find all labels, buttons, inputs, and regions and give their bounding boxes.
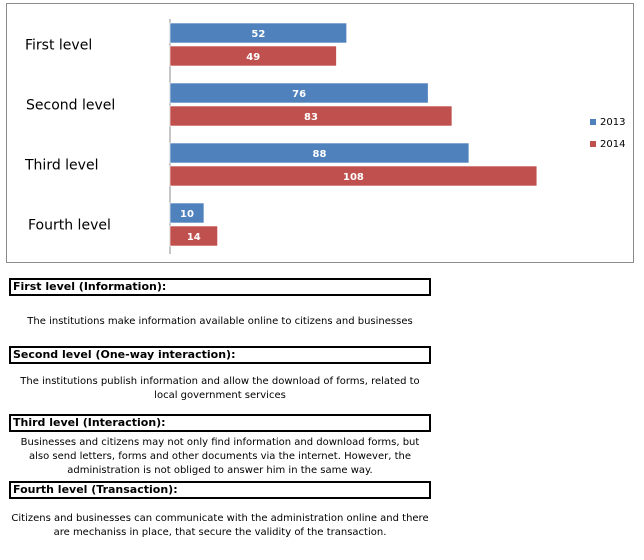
section-description-first-level: The institutions make information available online to citizens and businesses [27, 316, 413, 327]
bar-value-label-second-level-2013: 76 [292, 89, 307, 100]
category-label-first-level: First level [25, 37, 93, 54]
bar-value-label-first-level-2014: 49 [246, 52, 261, 63]
chart-area [6, 3, 634, 263]
bar-value-label-first-level-2013: 52 [251, 29, 266, 40]
category-label-second-level: Second level [26, 97, 116, 114]
legend-label-2013: 2013 [600, 117, 626, 128]
legend-label-2014: 2014 [600, 139, 626, 150]
category-label-third-level: Third level [25, 157, 99, 174]
section-description-second-level: The institutions publish information and allow the download of forms, related to local government services [20, 376, 420, 401]
section-title-fourth-level: Fourth level (Transaction): [9, 481, 431, 499]
category-label-fourth-level: Fourth level [28, 217, 111, 234]
bar-value-label-second-level-2014: 83 [304, 112, 318, 123]
section-title-first-level: First level (Information): [9, 278, 431, 296]
legend-swatch-2014 [590, 141, 596, 147]
section-title-second-level: Second level (One-way interaction): [9, 346, 431, 364]
bar-chart [7, 4, 633, 262]
section-title-third-level: Third level (Interaction): [9, 414, 431, 432]
bar-value-label-fourth-level-2014: 14 [186, 232, 201, 243]
section-description-fourth-level: Citizens and businesses can communicate with the administration online and there are mechaniss in place, that secure the validity of the transaction. [11, 513, 429, 538]
bar-value-label-fourth-level-2013: 10 [180, 209, 194, 220]
section-description-third-level: Businesses and citizens may not only find information and download forms, but also send letters, forms and other documents via the internet. However, the administration is not obliged to answer him in the same way. [20, 437, 420, 476]
legend-swatch-2013 [590, 119, 596, 125]
bar-value-label-third-level-2014: 108 [343, 172, 364, 183]
bar-value-label-third-level-2013: 88 [312, 149, 327, 160]
